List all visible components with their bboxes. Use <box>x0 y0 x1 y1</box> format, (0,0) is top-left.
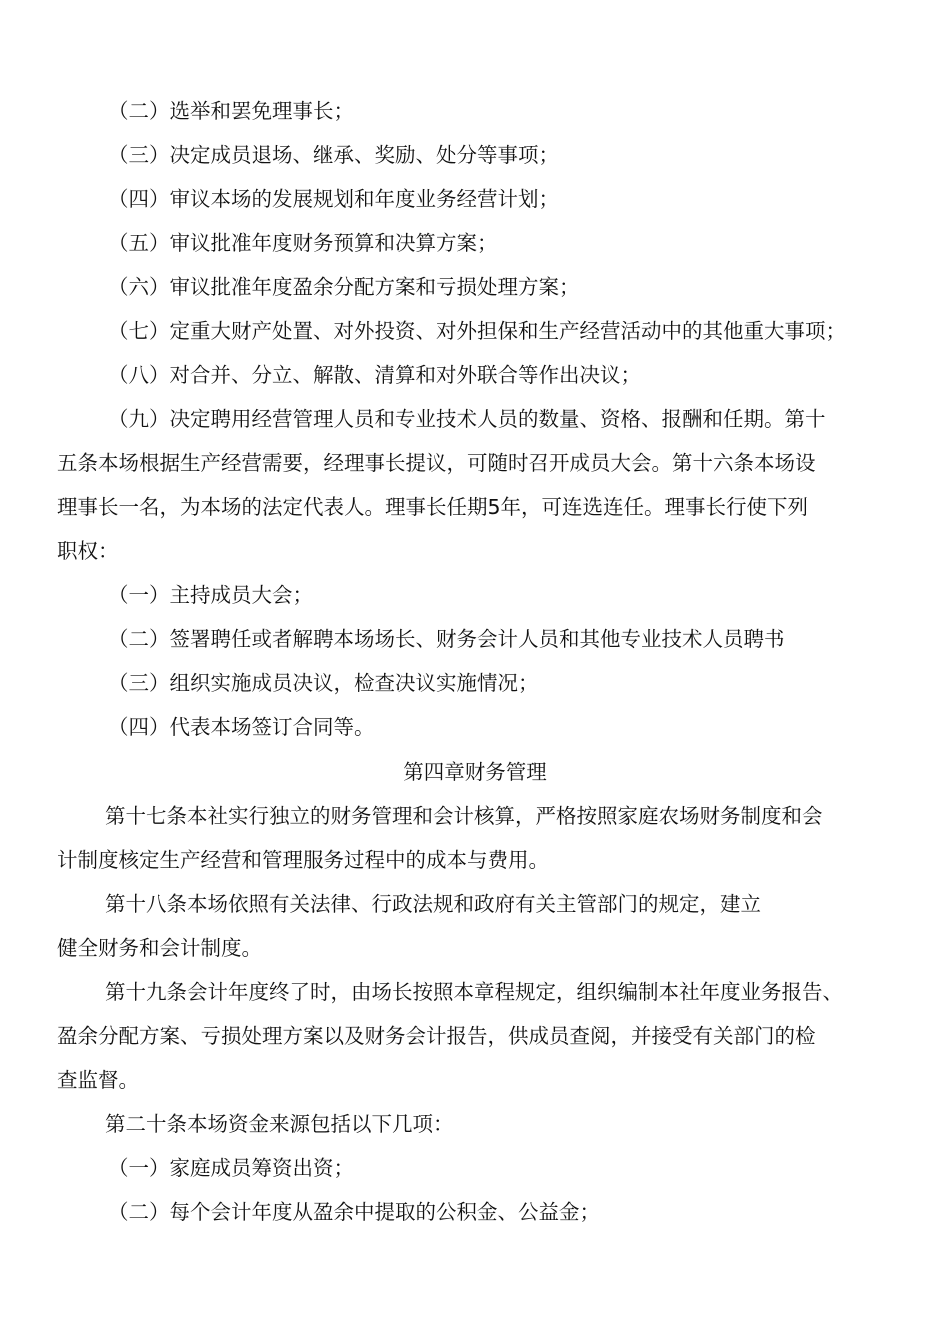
article-block-line-4: 职权： <box>57 539 119 563</box>
article-block-line-2: 五条本场根据生产经营需要，经理事长提议，可随时召开成员大会。第十六条本场设 <box>57 451 816 475</box>
article17-line-1: 第十七条本社实行独立的财务管理和会计核算，严格按照家庭农场财务制度和会 <box>105 804 823 828</box>
article19-line-2: 盈余分配方案、亏损处理方案以及财务会计报告，供成员查阅，并接受有关部门的检 <box>57 1024 816 1048</box>
article19-line-3: 查监督。 <box>57 1068 139 1092</box>
chairman-power-4: （四）代表本场签订合同等。 <box>108 715 375 739</box>
article20-item-2: （二）每个会计年度从盈余中提取的公积金、公益金； <box>108 1200 600 1224</box>
duty-item-7: （七）定重大财产处置、对外投资、对外担保和生产经营活动中的其他重大事项； <box>108 319 846 343</box>
duty-item-6: （六）审议批准年度盈余分配方案和亏损处理方案； <box>108 275 580 299</box>
duty-item-8: （八）对合并、分立、解散、清算和对外联合等作出决议； <box>108 363 641 387</box>
duty-item-4: （四）审议本场的发展规划和年度业务经营计划； <box>108 187 559 211</box>
article-block-line-3: 理事长一名，为本场的法定代表人。理事长任期5年，可连选连任。理事长行使下列 <box>57 495 809 519</box>
article-block-line-1: （九）决定聘用经营管理人员和专业技术人员的数量、资格、报酬和任期。第十 <box>108 407 826 431</box>
chairman-power-1: （一）主持成员大会； <box>108 583 313 607</box>
chairman-power-3: （三）组织实施成员决议，检查决议实施情况； <box>108 671 539 695</box>
duty-item-2: （二）选举和罢免理事长； <box>108 99 354 123</box>
article19-line-1: 第十九条会计年度终了时，由场长按照本章程规定，组织编制本社年度业务报告、 <box>105 980 843 1004</box>
article20-item-1: （一）家庭成员筹资出资； <box>108 1156 354 1180</box>
duty-item-3: （三）决定成员退场、继承、奖励、处分等事项； <box>108 143 559 167</box>
article18-line-2: 健全财务和会计制度。 <box>57 936 262 960</box>
chairman-power-2: （二）签署聘任或者解聘本场场长、财务会计人员和其他专业技术人员聘书 <box>108 627 785 651</box>
article17-line-2: 计制度核定生产经营和管理服务过程中的成本与费用。 <box>57 848 549 872</box>
chapter-title: 第四章财务管理 <box>403 760 547 784</box>
article20-intro: 第二十条本场资金来源包括以下几项： <box>105 1112 454 1136</box>
article18-line-1: 第十八条本场依照有关法律、行政法规和政府有关主管部门的规定，建立 <box>105 892 761 916</box>
duty-item-5: （五）审议批准年度财务预算和决算方案； <box>108 231 498 255</box>
